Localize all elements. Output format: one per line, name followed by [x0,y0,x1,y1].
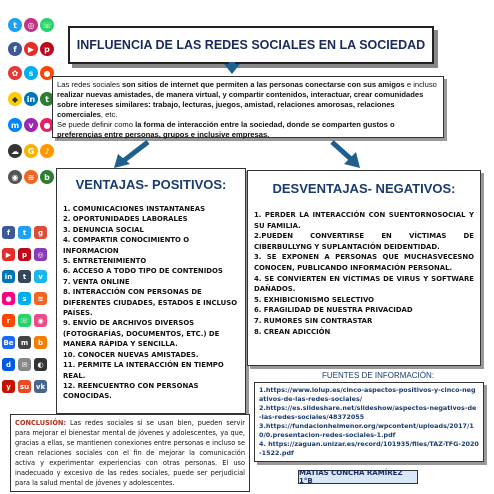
messenger-icon: m [8,118,22,132]
ventajas-panel [56,168,246,414]
list-item: 9. ENVÍO DE ARCHIVOS DIVERSOS (FOTOGRAFÍAS, DOCUMENTOS, ETC.) DE MANERA RÁPIDA Y SENCILLA. [63,319,220,349]
list-item: 3. SE EXPONEN A PERSONAS QUE MUCHASVECESNO CONOCEN, PUBLICANDO INFORMACIÓN PERSONAL. [254,253,474,272]
youtube-icon: ▶ [24,42,38,56]
rss-icon: ≋ [34,292,47,305]
vk-icon: vk [34,380,47,393]
ventajas-list [63,204,239,402]
github-icon: ◐ [34,358,47,371]
conclusion-label: CONCLUSIÓN: [15,419,67,427]
dribbble-icon: ◉ [34,314,47,327]
intro-text-bold: la forma de interacción entre la sociedad, donde se comparten gustos o preferencias entre personas, grupos e inclusive empresas. [57,120,395,139]
whatsapp-icon: ☏ [18,314,31,327]
right-arrow-icon [330,140,362,170]
linkedin-icon: in [24,92,38,106]
list-item: 7. RUMORES SIN CONTRASTAR [254,316,373,325]
stumble-icon: su [18,380,31,393]
down-arrow-icon [224,64,240,74]
tumblr-icon: t [40,92,54,106]
list-item: 5. EXHIBICIONISMO SELECTIVO [254,295,375,304]
list-item: 5. ENTRETENIMIENTO [63,257,147,266]
page-title: INFLUENCIA DE LAS REDES SOCIALES EN LA SOCIEDAD [68,26,434,64]
list-item: 4. COMPARTIR CONOCIMIENTO O INFORMACION [63,236,190,255]
source-link[interactable]: 3.https://fundacionhelmenor.org/wpcontent/uploads/2017/10/0.presentacion-redes-sociales-1.pdf [259,422,474,439]
author-name: MATIAS CONCHA RAMÍREZ 1°B [298,470,418,484]
fuentes-panel [254,382,484,462]
list-item: 1. PERDER LA INTERACCIÓN CON SUENTORNOSOCIAL Y SU FAMILIA. [254,211,474,230]
desventajas-list [254,210,474,337]
google-icon: g [34,226,47,239]
intro-paragraph [52,76,444,138]
email-icon: ✉ [18,358,31,371]
snapchat-icon: ✿ [8,66,22,80]
ventajas-title: VENTAJAS- POSITIVOS: [75,177,227,192]
flickr-icon: ● [40,118,54,132]
fuentes-title: FUENTES DE INFORMACIÓN: [321,371,434,380]
left-arrow-icon [112,140,152,170]
youtube-icon: ▶ [2,248,15,261]
list-item: 6. ACCESO A TODO TIPO DE CONTENIDOS [63,267,223,276]
telegram-icon: ◆ [8,92,22,106]
yelp-icon: y [2,380,15,393]
skype-icon: s [18,292,31,305]
dribbble-icon: ◉ [8,170,22,184]
source-link[interactable]: 1.https://www.lolup.es/cinco-aspectos-positivos-y-cinco-negativos-de-las-redes-sociales/ [259,386,476,403]
reddit-icon: r [2,314,15,327]
behance-icon: Be [2,336,15,349]
list-item: 4. SE CONVIERTEN EN VÍCTIMAS DE VIRUS Y SOFTWARE DAÑADOS. [254,274,474,294]
pinterest-icon: p [18,248,31,261]
linkedin-icon: in [2,270,15,283]
rss-icon: ≋ [24,170,38,184]
blogger-icon: b [34,336,47,349]
instagram-icon: ◎ [34,248,47,261]
soundcloud-icon: ☁ [8,144,22,158]
list-item: 7. VENTA ONLINE [63,277,130,286]
twitter-icon: t [8,18,22,32]
list-item: 12. REENCUENTRO CON PERSONAS CONOCIDAS. [63,381,199,401]
instagram-icon: ◎ [24,18,38,32]
desventajas-title: DESVENTAJAS- NEGATIVOS: [272,181,456,196]
digg-icon: d [2,358,15,371]
reddit-icon: ● [40,66,54,80]
intro-text: , etc. [100,110,118,119]
source-link[interactable]: 4. https://zaguan.unizar.es/record/101935/files/TAZ-TFG-2020-1522.pdf [259,440,479,457]
vimeo-icon: v [24,118,38,132]
list-item: 6. FRAGILIDAD DE NUESTRA PRIVACIDAD [254,306,413,315]
source-link[interactable]: 2.https://es.slideshare.net/slideshow/aspectos-negativos-de-las-redes-sociales/48372055 [259,404,477,421]
conclusion-panel [10,414,250,492]
pinterest-icon: p [40,42,54,56]
list-item: 8. CREAN ADICCIÓN [254,327,331,336]
intro-text: Se puede definir como [57,120,136,129]
list-item: 10. CONOCER NUEVAS AMISTADES. [63,350,199,359]
google-icon: G [24,144,38,158]
desventajas-panel [247,170,481,366]
list-item: 8. INTERACCIÓN CON PERSONAS DE DIFERENTES CIUDADES, ESTADOS E INCLUSO PAÍSES. [63,288,238,318]
tumblr-icon: t [18,270,31,283]
vimeo-icon: v [34,270,47,283]
facebook-icon: f [8,42,22,56]
intro-text-bold: realizar nuevas amistades, de manera virtual, y compartir contenidos, interactuar, crear comunidades sobre intereses similares: trabajo, lecturas, juegos, amistad, relaciones amorosas, relaciones comerciales [57,90,424,119]
skype-icon: s [24,66,38,80]
spotify-icon: ♪ [40,144,54,158]
list-item: 11. PERMITE LA INTERACCIÓN EN TIEMPO REAL. [63,361,224,380]
conclusion-text: Las redes sociales si se usan bien, pueden servir para mejorar el bienestar mental de jóvenes y adolescentes, ya que, gracias a ellas, se mantienen conexiones entre personas e incluso se crean relaciones sociales con el fin de mejorar la comunicación activa y experimentar experiencias con otras personas. El uso inadecuado y excesivo de las redes sociales, puede ser perjudicial para la salud mental de jóvenes y adolescentes. [15,419,245,487]
intro-text: Las redes sociales [57,80,123,89]
myspace-icon: m [18,336,31,349]
intro-text-bold: son sitios de internet que permiten a las personas conectarse con sus amigos [122,80,405,89]
intro-text: e incluso [404,80,437,89]
list-item: 2. OPORTUNIDADES LABORALES [63,215,188,224]
facebook-icon: f [2,226,15,239]
whatsapp-icon: ☏ [40,18,54,32]
list-item: 1. COMUNICACIONES INSTANTANEAS [63,205,206,213]
blogger-icon: b [40,170,54,184]
list-item: 2.PUEDEN CONVERTIRSE EN VÍCTIMAS DE CIBERBULLYNG Y SUPLANTACIÓN DEIDENTIDAD. [254,232,474,251]
list-item: 3. DENUNCIA SOCIAL [63,225,144,234]
flickr-icon: ● [2,292,15,305]
twitter-icon: t [18,226,31,239]
